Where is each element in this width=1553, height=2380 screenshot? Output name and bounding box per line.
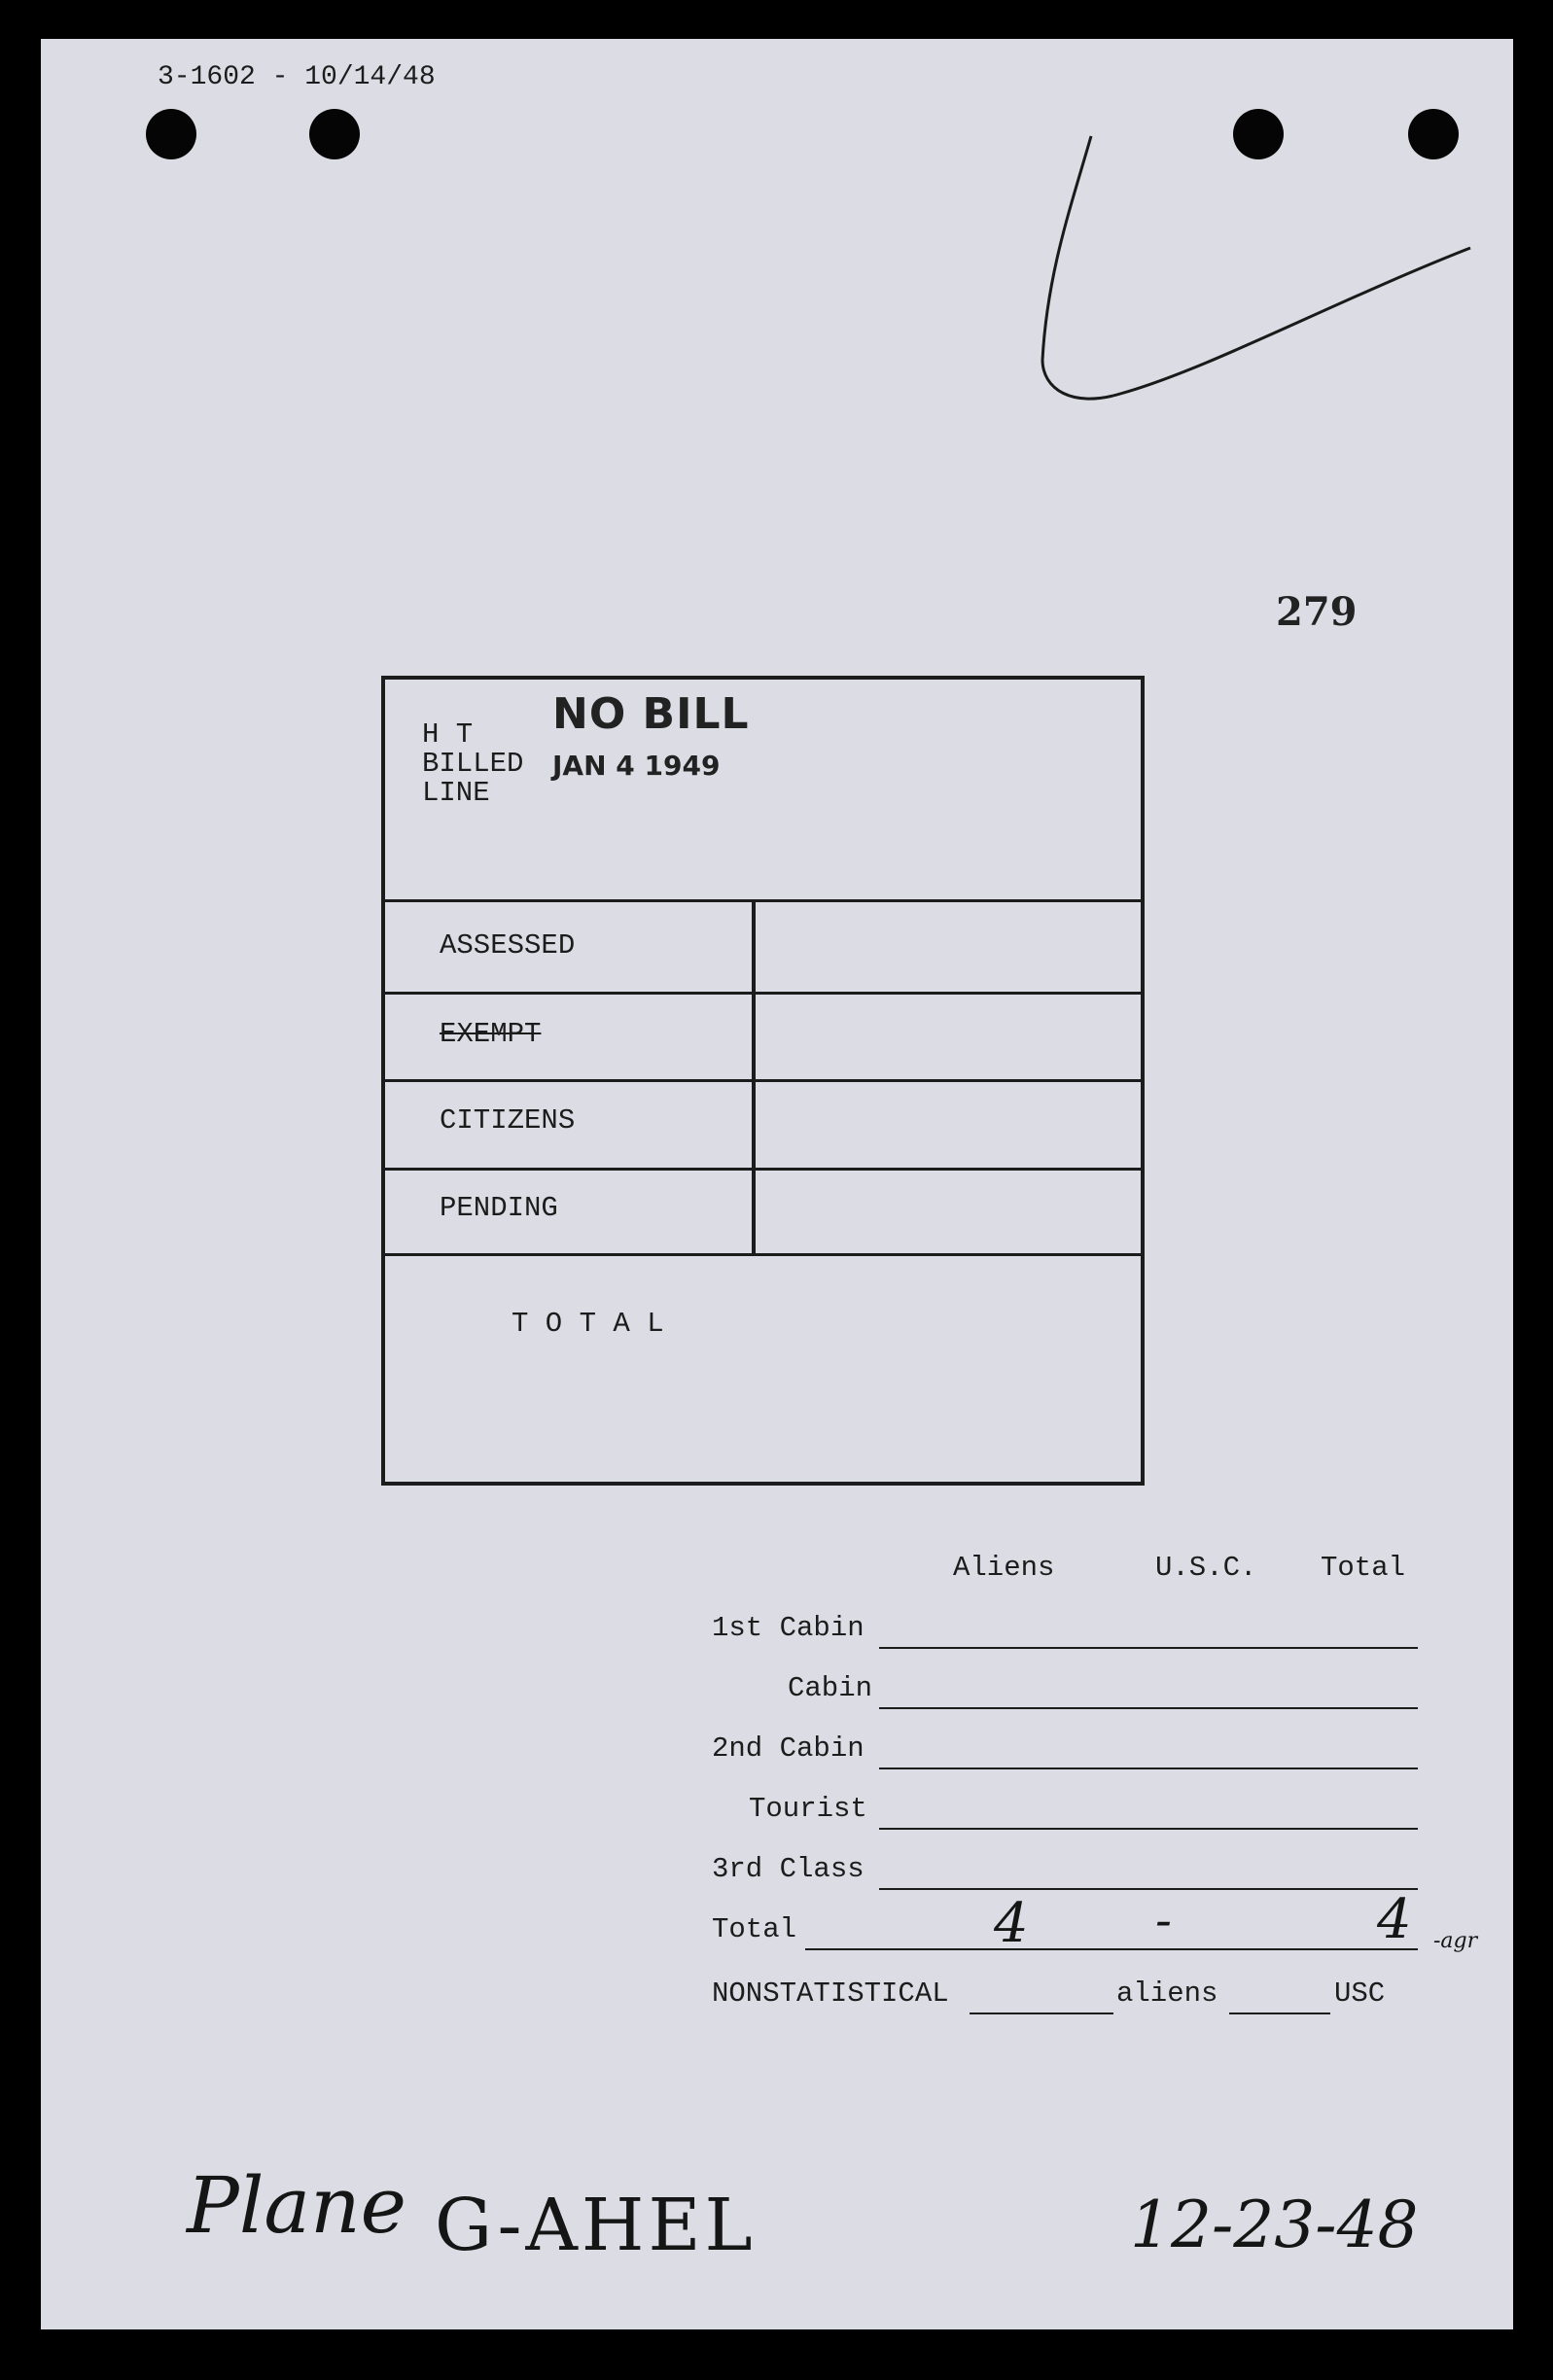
billing-box	[381, 676, 1145, 1486]
box-divider	[385, 899, 1141, 902]
row-3rd-class: 3rd Class	[712, 1853, 865, 1885]
row-total: Total	[712, 1913, 797, 1945]
col-usc: U.S.C.	[1155, 1552, 1257, 1584]
total-usc-value: -	[1155, 1892, 1172, 1948]
stamp-date: JAN 4 1949	[552, 750, 721, 782]
blank-line	[879, 1647, 1418, 1649]
blank-line	[879, 1888, 1418, 1890]
blank-line	[805, 1948, 1418, 1950]
label-ht: H T	[422, 718, 474, 751]
handwritten-date: 12-23-48	[1130, 2188, 1419, 2262]
box-divider	[385, 1079, 1141, 1082]
row-assessed: ASSESSED	[440, 929, 576, 962]
row-exempt: EXEMPT	[440, 1018, 542, 1050]
row-cabin: Cabin	[788, 1672, 873, 1704]
page-number: 279	[1276, 589, 1358, 635]
blank-line	[879, 1707, 1418, 1709]
blank-line	[970, 2012, 1113, 2014]
col-aliens: Aliens	[953, 1552, 1055, 1584]
total-note: -agr	[1433, 1929, 1478, 1953]
nonstat-label: NONSTATISTICAL	[712, 1978, 949, 2010]
row-citizens: CITIZENS	[440, 1104, 576, 1137]
row-tourist: Tourist	[749, 1793, 867, 1825]
label-billed: BILLED	[422, 748, 524, 780]
row-2nd-cabin: 2nd Cabin	[712, 1732, 865, 1765]
nonstat-usc: USC	[1334, 1978, 1386, 2010]
blank-line	[1229, 2012, 1330, 2014]
nonstat-aliens: aliens	[1116, 1978, 1218, 2010]
total-label: T O T A L	[512, 1308, 664, 1340]
document-page	[41, 39, 1513, 2329]
form-number: 3-1602 - 10/14/48	[158, 62, 436, 92]
handwritten-plane: Plane	[187, 2160, 406, 2251]
row-pending: PENDING	[440, 1192, 558, 1224]
total-aliens-value: 4	[994, 1892, 1029, 1955]
box-divider	[385, 1168, 1141, 1171]
check-mark	[41, 39, 1513, 525]
box-divider	[385, 1253, 1141, 1256]
col-total: Total	[1321, 1552, 1406, 1584]
blank-line	[879, 1828, 1418, 1830]
no-bill-stamp: NO BILL	[552, 689, 750, 739]
label-line: LINE	[422, 777, 490, 809]
box-divider	[385, 992, 1141, 995]
handwritten-vessel-id: G-AHEL	[435, 2184, 757, 2267]
total-total-value: 4	[1377, 1888, 1412, 1951]
box-column-divider	[752, 899, 756, 1255]
blank-line	[879, 1768, 1418, 1769]
row-1st-cabin: 1st Cabin	[712, 1612, 865, 1644]
